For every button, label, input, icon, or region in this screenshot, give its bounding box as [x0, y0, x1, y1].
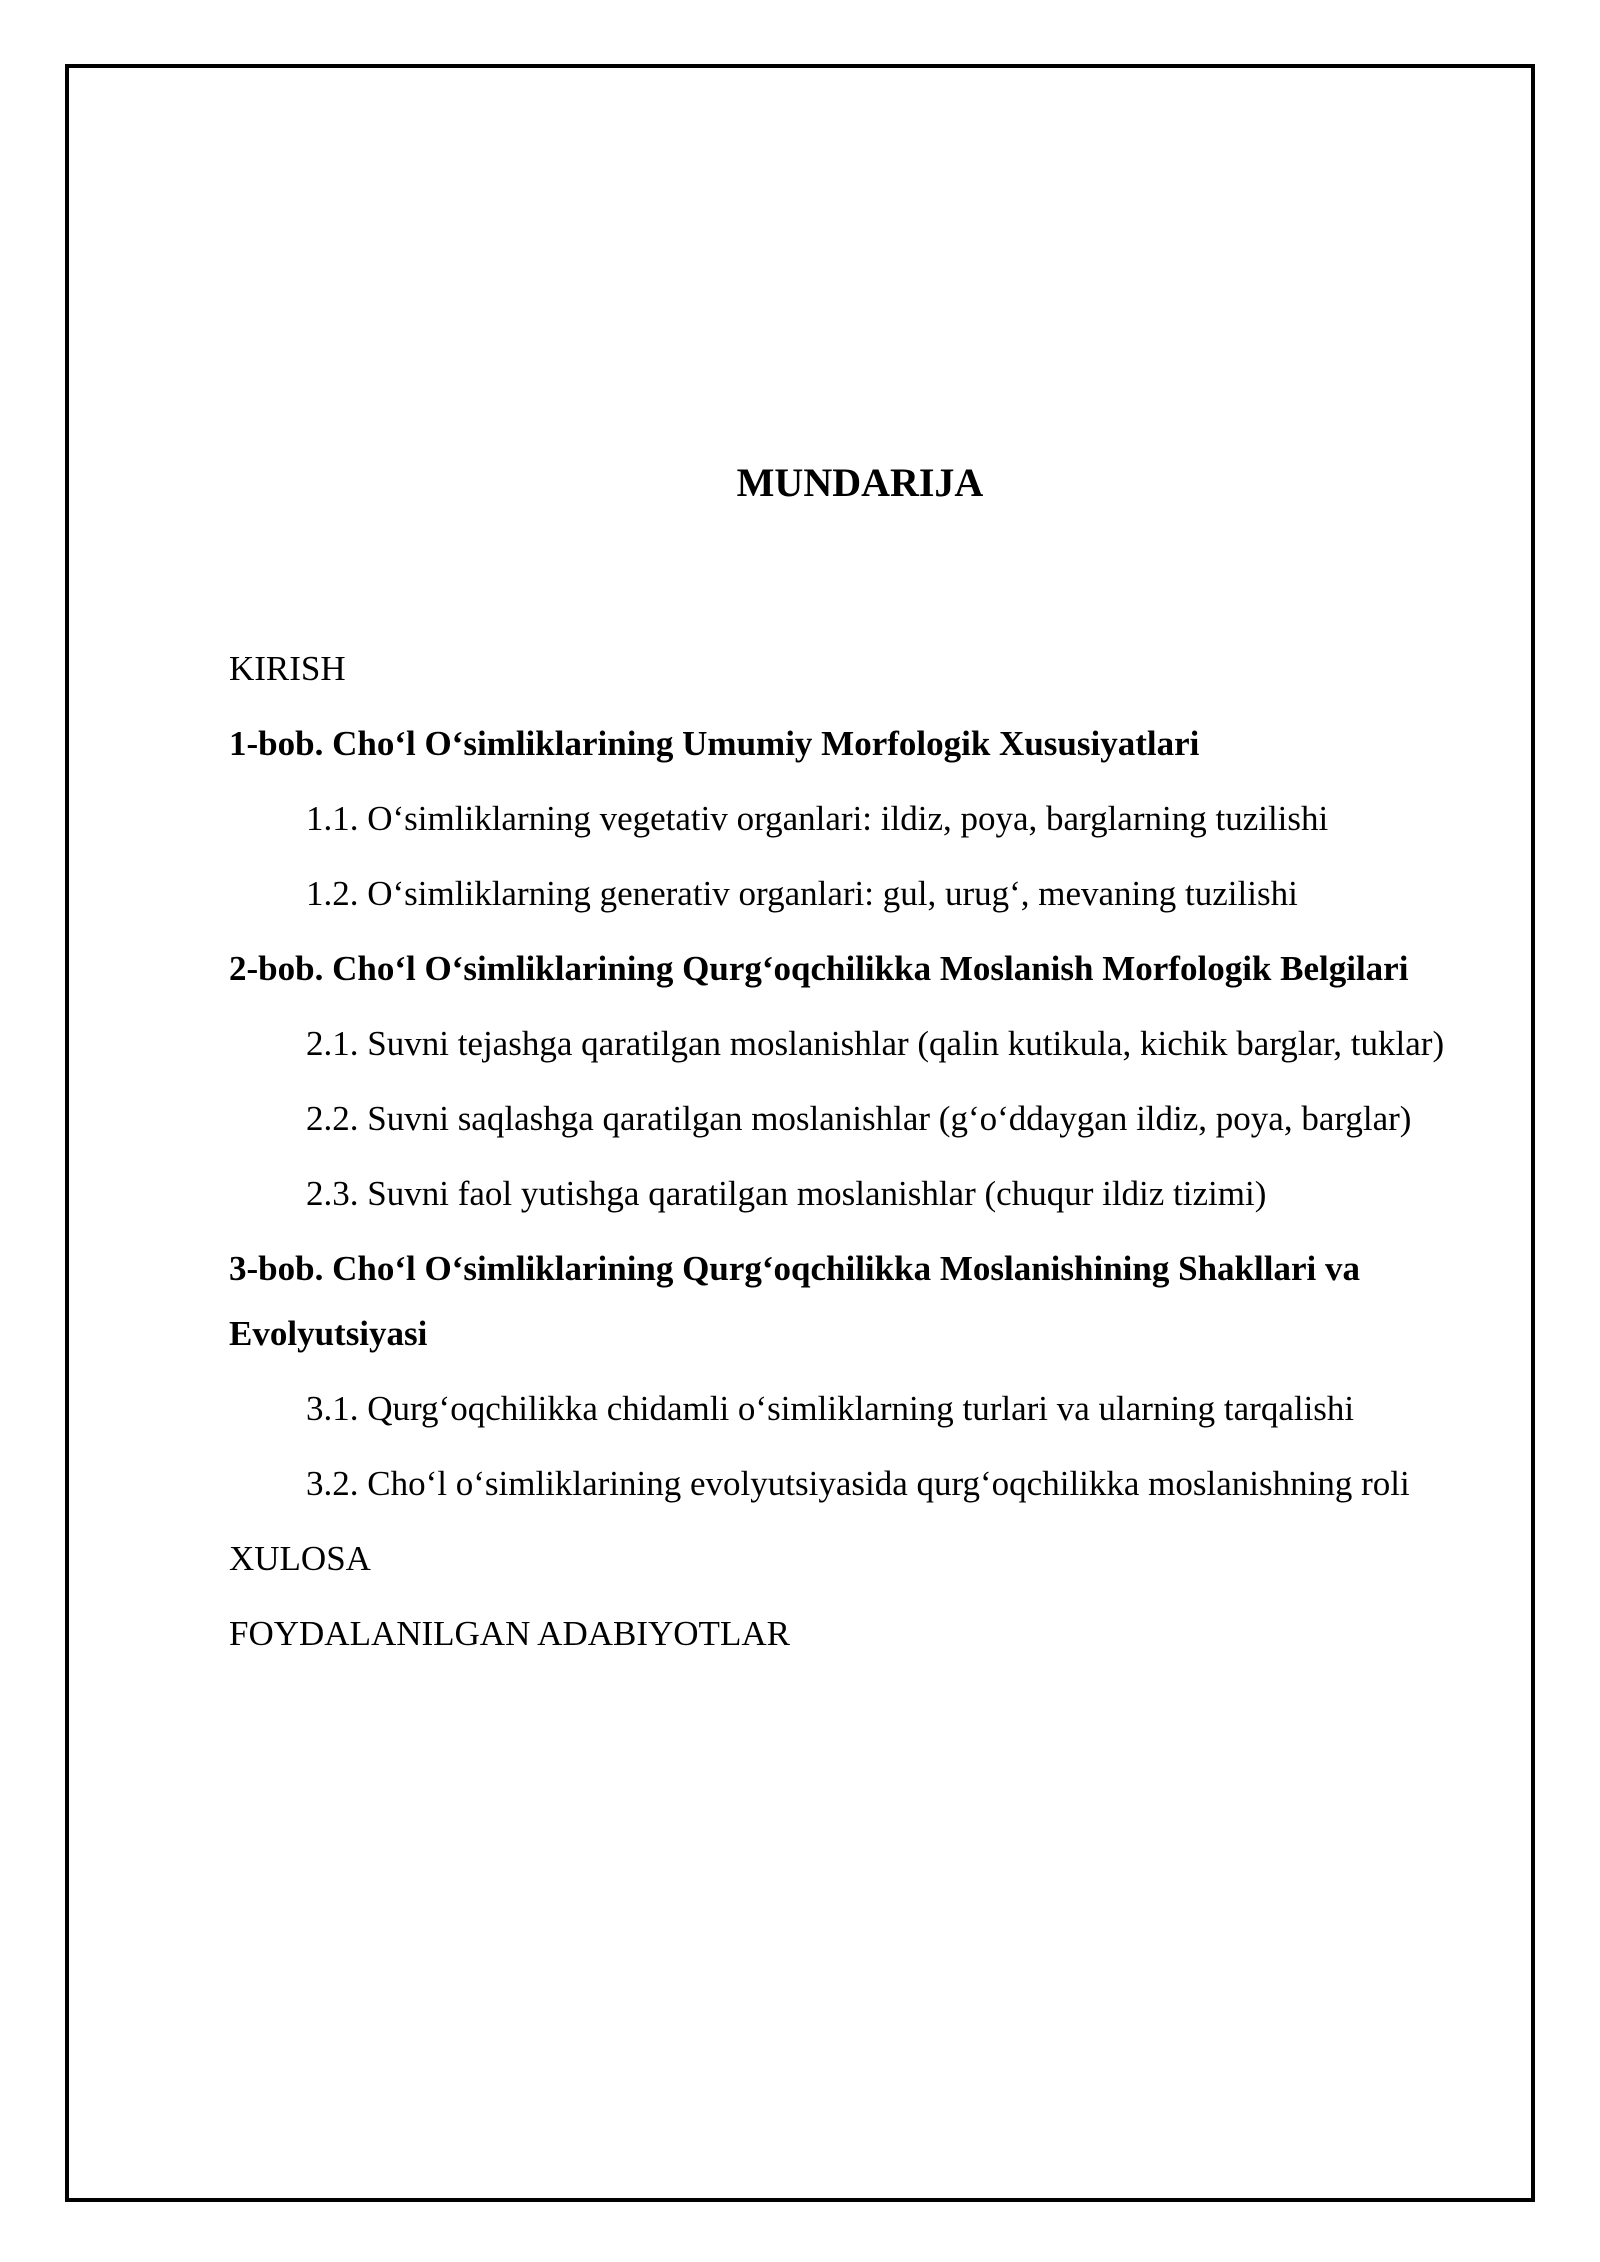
toc-section-3-2: 3.2. Cho‘l o‘simliklarining evolyutsiyasida qurg‘oqchilikka moslanishning roli — [306, 1464, 1410, 1503]
toc-section-2-2: 2.2. Suvni saqlashga qaratilgan moslanishlar (g‘o‘ddaygan ildiz, poya, barglar) — [306, 1099, 1412, 1138]
table-of-contents — [229, 636, 1459, 1676]
toc-section-2-1: 2.1. Suvni tejashga qaratilgan moslanishlar (qalin kutikula, kichik barglar, tuklar) — [306, 1024, 1445, 1063]
toc-chapter-3: 3-bob. Cho‘l O‘simliklarining Qurg‘oqchilikka Moslanishining Shakllari va Evolyutsiyasi — [229, 1249, 1360, 1353]
document-title: MUNDARIJA — [736, 460, 984, 505]
toc-entry-conclusion: XULOSA — [229, 1539, 371, 1578]
toc-section-1-1: 1.1. O‘simliklarning vegetativ organlari: ildiz, poya, barglarning tuzilishi — [306, 799, 1329, 838]
toc-section-3-1: 3.1. Qurg‘oqchilikka chidamli o‘simliklarning turlari va ularning tarqalishi — [306, 1389, 1355, 1428]
toc-section-1-2: 1.2. O‘simliklarning generativ organlari: gul, urug‘, mevaning tuzilishi — [306, 874, 1298, 913]
toc-chapter-1: 1-bob. Cho‘l O‘simliklarining Umumiy Morfologik Xususiyatlari — [229, 724, 1200, 763]
toc-chapter-2: 2-bob. Cho‘l O‘simliklarining Qurg‘oqchilikka Moslanish Morfologik Belgilari — [229, 949, 1409, 988]
toc-entry-references: FOYDALANILGAN ADABIYOTLAR — [229, 1614, 790, 1653]
toc-entry-introduction: KIRISH — [229, 649, 346, 688]
toc-section-2-3: 2.3. Suvni faol yutishga qaratilgan moslanishlar (chuqur ildiz tizimi) — [306, 1174, 1267, 1213]
